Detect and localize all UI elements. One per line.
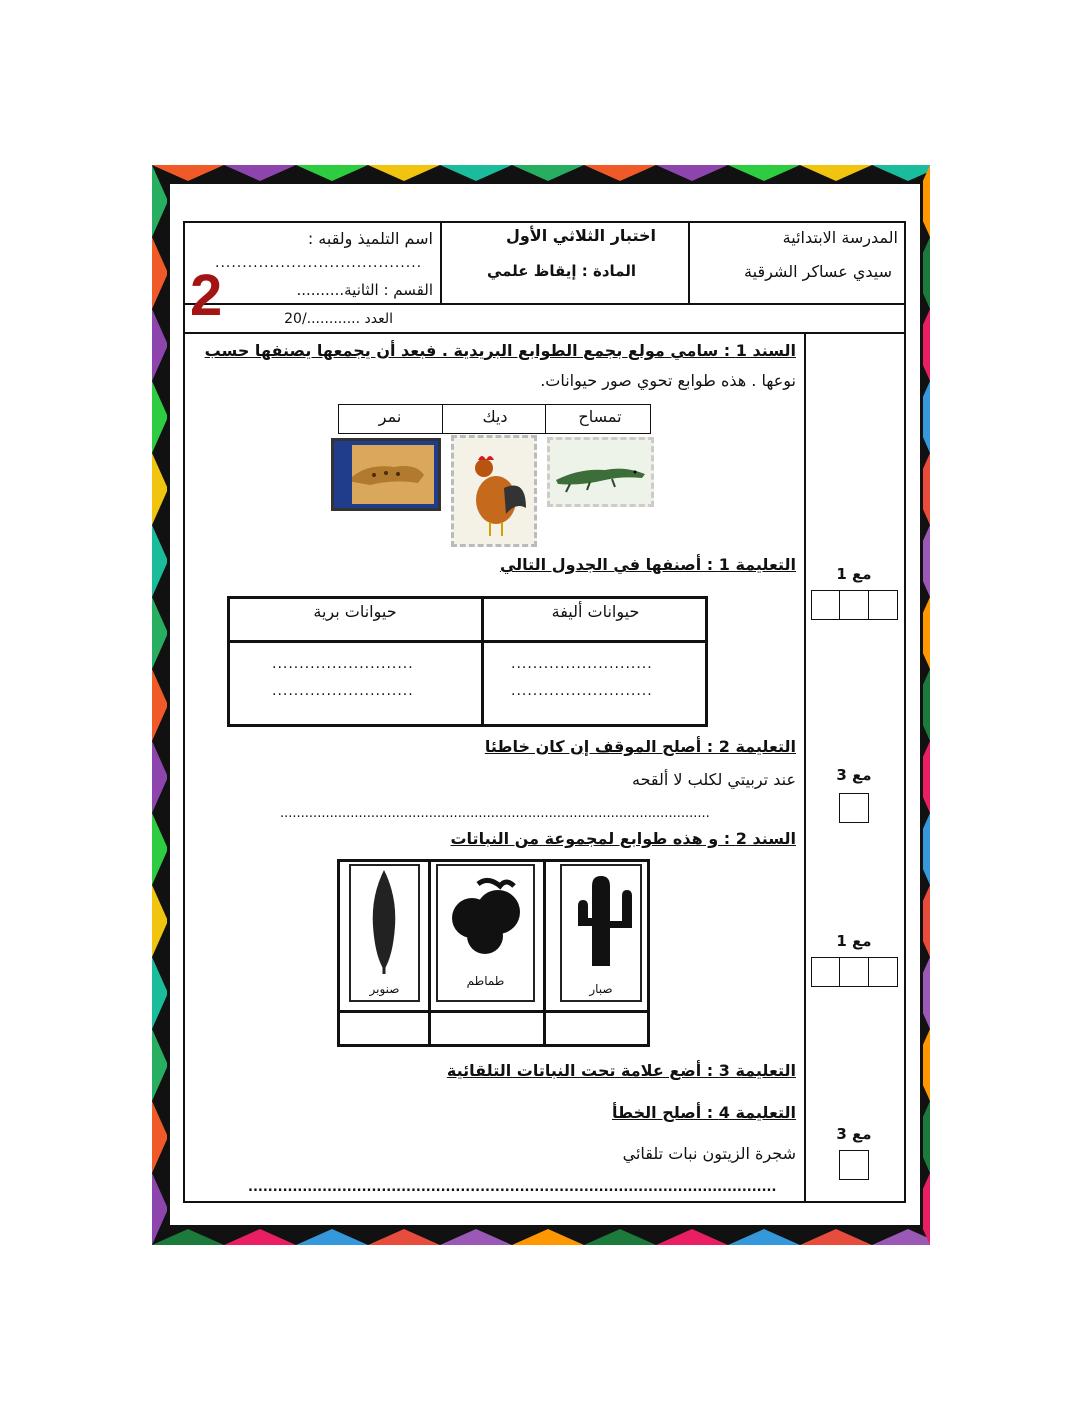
stamp-label-rooster: ديك <box>482 407 508 426</box>
situation-2-text: السند 2 : و هذه طوابع لمجموعة من النباتات <box>450 829 796 848</box>
header-divider-1 <box>440 221 442 305</box>
grid-divider <box>868 957 869 987</box>
wild-answer-line-1[interactable]: .......................... <box>272 656 414 672</box>
grade-number: 2 <box>190 263 223 328</box>
criterion-1-grid[interactable] <box>811 590 898 620</box>
criterion-1b-grid[interactable] <box>811 957 898 987</box>
stamp-label-divider <box>442 404 443 434</box>
school-name: المدرسة الابتدائية <box>782 228 898 247</box>
criterion-1-label: مع 1 <box>836 565 872 583</box>
criterion-3b-label: مع 3 <box>836 1125 872 1143</box>
instruction-3: التعليمة 3 : أضع علامة تحت النباتات التلقائية <box>446 1061 796 1080</box>
bottom-rule <box>183 1201 906 1203</box>
header-divider-2 <box>688 221 690 305</box>
subject-label: المادة : إيقاظ علمي <box>486 262 636 280</box>
criterion-3b-box[interactable] <box>839 1150 869 1180</box>
pine-answer-cell[interactable] <box>340 1013 428 1044</box>
cactus-card <box>560 864 642 1002</box>
situation-1-text: السند 1 : سامي مولع بجمع الطوابع البريدية . فبعد أن يجمعها يصنفها حسب <box>204 341 796 360</box>
cactus-answer-cell[interactable] <box>546 1013 647 1044</box>
instruction-1: التعليمة 1 : أصنفها في الجدول التالي <box>499 555 796 574</box>
instruction-2: التعليمة 2 : أصلح الموقف إن كان خاطئا <box>484 737 796 756</box>
tomato-icon <box>438 866 533 966</box>
left-rule <box>183 221 185 1203</box>
header-bottom-rule <box>183 303 906 305</box>
school-location: سيدي عساكر الشرقية <box>744 262 892 281</box>
classification-column-rule <box>481 596 484 727</box>
pets-answer-line-2[interactable]: .......................... <box>511 683 653 699</box>
leopard-stamp-icon <box>331 438 441 511</box>
pine-card <box>349 864 420 1002</box>
score-row-rule <box>183 332 906 334</box>
classification-header-rule <box>227 640 708 643</box>
grid-divider <box>839 590 840 620</box>
crocodile-stamp-icon <box>547 437 654 507</box>
situation-1-line2: نوعها . هذه طوابع تحوي صور حيوانات. <box>540 371 796 390</box>
tomato-label: طماطم <box>466 974 505 988</box>
score-field[interactable]: العدد ............/20 <box>284 311 393 327</box>
tomato-card <box>436 864 535 1002</box>
stamp-label-crocodile: تمساح <box>578 407 622 426</box>
cactus-icon <box>562 866 640 976</box>
situation-1 <box>205 341 796 360</box>
wild-animals-header: حيوانات برية <box>313 602 397 621</box>
exam-title: اختبار الثلاثي الأول <box>505 226 656 245</box>
criterion-1b-label: مع 1 <box>836 932 872 950</box>
stamp-label-divider <box>545 404 546 434</box>
situation-2 <box>450 829 796 848</box>
statement-1: عند تربيتي لكلب لا ألقحه <box>631 770 796 789</box>
pine-icon <box>351 866 418 978</box>
stamp-label-leopard: نمر <box>378 407 402 426</box>
right-rule <box>904 221 906 1203</box>
instruction-4: التعليمة 4 : أصلح الخطأ <box>612 1103 796 1122</box>
pine-label: صنوبر <box>369 982 400 996</box>
header-top-rule <box>183 221 906 223</box>
student-name-field[interactable]: ...................................... <box>215 255 423 271</box>
criteria-column-rule <box>804 332 806 1203</box>
correction-line-1[interactable]: ........................................................................................................ <box>280 806 710 821</box>
rooster-stamp-icon <box>451 435 537 547</box>
wild-answer-line-2[interactable]: .......................... <box>272 683 414 699</box>
criterion-3-box[interactable] <box>839 793 869 823</box>
cactus-label: صبار <box>589 982 613 996</box>
tomato-answer-cell[interactable] <box>431 1013 543 1044</box>
criterion-3-label: مع 3 <box>836 766 872 784</box>
grid-divider <box>839 957 840 987</box>
grid-divider <box>868 590 869 620</box>
pets-header: حيوانات أليفة <box>551 602 640 621</box>
pets-answer-line-1[interactable]: .......................... <box>511 656 653 672</box>
correction-line-2[interactable]: ........................................................................................................... <box>248 1180 777 1195</box>
statement-2: شجرة الزيتون نبات تلقائي <box>622 1144 796 1163</box>
student-name-label: اسم التلميذ ولقبه : <box>307 229 433 248</box>
class-label: القسم : الثانية.......... <box>296 281 433 299</box>
